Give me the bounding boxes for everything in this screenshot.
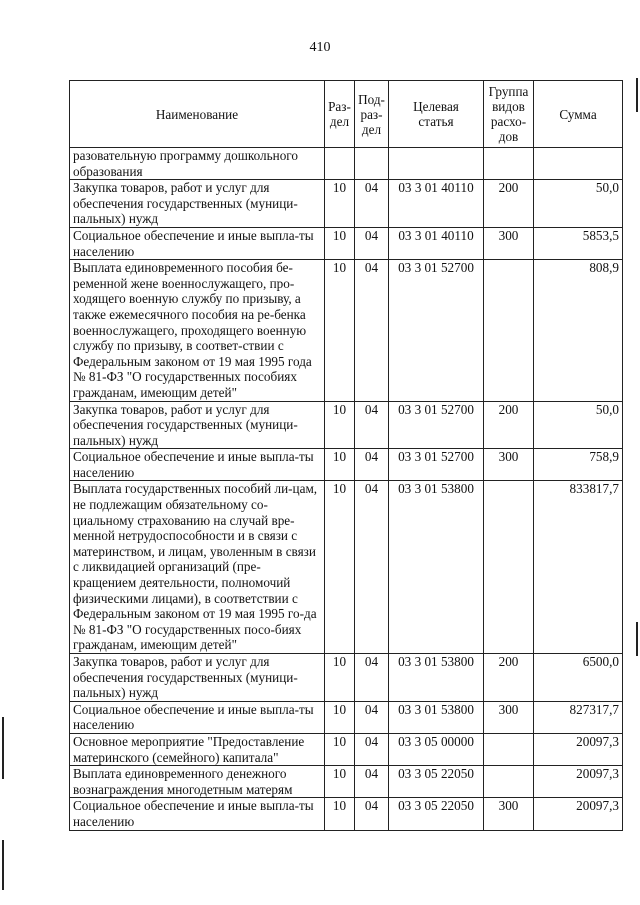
cell-expense-group: 300 bbox=[484, 449, 534, 481]
cell-name: Социальное обеспечение и иные выпла-ты населению bbox=[70, 701, 325, 733]
cell-expense-group bbox=[484, 260, 534, 401]
cell-target-article: 03 3 01 52700 bbox=[389, 401, 484, 449]
cell-expense-group: 200 bbox=[484, 401, 534, 449]
header-subsection: Под- раз- дел bbox=[355, 81, 389, 148]
cell-subsection: 04 bbox=[355, 766, 389, 798]
margin-mark-left-bottom bbox=[2, 840, 4, 890]
cell-sum: 827317,7 bbox=[534, 701, 623, 733]
cell-subsection: 04 bbox=[355, 654, 389, 702]
cell-section: 10 bbox=[325, 733, 355, 765]
cell-expense-group bbox=[484, 733, 534, 765]
cell-sum: 833817,7 bbox=[534, 481, 623, 654]
cell-section: 10 bbox=[325, 180, 355, 228]
cell-subsection: 04 bbox=[355, 798, 389, 830]
cell-target-article: 03 3 01 52700 bbox=[389, 449, 484, 481]
page-number: 410 bbox=[309, 40, 331, 55]
cell-expense-group: 300 bbox=[484, 798, 534, 830]
cell-sum: 20097,3 bbox=[534, 733, 623, 765]
cell-sum: 20097,3 bbox=[534, 798, 623, 830]
margin-mark-right-top bbox=[636, 78, 638, 112]
cell-subsection: 04 bbox=[355, 701, 389, 733]
cell-expense-group bbox=[484, 148, 534, 180]
table-body bbox=[70, 148, 623, 831]
cell-sum: 6500,0 bbox=[534, 654, 623, 702]
cell-subsection: 04 bbox=[355, 733, 389, 765]
table-row bbox=[70, 481, 623, 654]
cell-target-article: 03 3 01 53800 bbox=[389, 481, 484, 654]
budget-table bbox=[69, 80, 623, 831]
cell-target-article: 03 3 01 52700 bbox=[389, 260, 484, 401]
table-row bbox=[70, 227, 623, 259]
table-row bbox=[70, 401, 623, 449]
cell-expense-group bbox=[484, 766, 534, 798]
header-name: Наименование bbox=[70, 81, 325, 148]
cell-target-article: 03 3 01 40110 bbox=[389, 227, 484, 259]
table-row bbox=[70, 180, 623, 228]
cell-sum: 20097,3 bbox=[534, 766, 623, 798]
cell-sum bbox=[534, 148, 623, 180]
cell-name: Закупка товаров, работ и услуг для обеспечения государственных (муници-пальных) нужд bbox=[70, 180, 325, 228]
table-row bbox=[70, 449, 623, 481]
cell-sum: 5853,5 bbox=[534, 227, 623, 259]
cell-name: Основное мероприятие "Предоставление материнского (семейного) капитала" bbox=[70, 733, 325, 765]
cell-sum: 50,0 bbox=[534, 401, 623, 449]
cell-sum: 758,9 bbox=[534, 449, 623, 481]
cell-subsection: 04 bbox=[355, 401, 389, 449]
cell-expense-group: 200 bbox=[484, 654, 534, 702]
cell-section: 10 bbox=[325, 481, 355, 654]
cell-section bbox=[325, 148, 355, 180]
cell-section: 10 bbox=[325, 654, 355, 702]
cell-subsection bbox=[355, 148, 389, 180]
cell-target-article: 03 3 01 40110 bbox=[389, 180, 484, 228]
cell-target-article: 03 3 05 22050 bbox=[389, 766, 484, 798]
table-row bbox=[70, 733, 623, 765]
cell-target-article: 03 3 01 53800 bbox=[389, 701, 484, 733]
cell-subsection: 04 bbox=[355, 260, 389, 401]
cell-name: Закупка товаров, работ и услуг для обеспечения государственных (муници-пальных) нужд bbox=[70, 401, 325, 449]
margin-mark-left-lower bbox=[2, 717, 4, 779]
table-row bbox=[70, 148, 623, 180]
cell-target-article bbox=[389, 148, 484, 180]
cell-target-article: 03 3 01 53800 bbox=[389, 654, 484, 702]
cell-section: 10 bbox=[325, 227, 355, 259]
table-row bbox=[70, 654, 623, 702]
cell-target-article: 03 3 05 00000 bbox=[389, 733, 484, 765]
cell-subsection: 04 bbox=[355, 227, 389, 259]
cell-name: Социальное обеспечение и иные выпла-ты населению bbox=[70, 227, 325, 259]
cell-name: Социальное обеспечение и иные выпла-ты населению bbox=[70, 449, 325, 481]
cell-name: Выплата единовременного денежного вознаграждения многодетным матерям bbox=[70, 766, 325, 798]
cell-name: Выплата единовременного пособия бе-ременной жене военнослужащего, про-ходящего военную службу по призыву, а также ежемесячного пособия на ре-бенка военнослужащего, проходящего военную службу по призыву, в соответ-ствии с Федеральным законом от 19 мая 1995 года № 81-ФЗ "О государственных пособиях гражданам, имеющим детей" bbox=[70, 260, 325, 401]
table-header-row bbox=[70, 81, 623, 148]
cell-sum: 50,0 bbox=[534, 180, 623, 228]
cell-target-article: 03 3 05 22050 bbox=[389, 798, 484, 830]
cell-expense-group bbox=[484, 481, 534, 654]
header-article: Целевая статья bbox=[389, 81, 484, 148]
cell-section: 10 bbox=[325, 401, 355, 449]
cell-section: 10 bbox=[325, 701, 355, 733]
cell-name: разовательную программу дошкольного образования bbox=[70, 148, 325, 180]
margin-mark-right-middle bbox=[636, 622, 638, 656]
cell-name: Социальное обеспечение и иные выпла-ты населению bbox=[70, 798, 325, 830]
header-expense-group: Группа видов расхо- дов bbox=[484, 81, 534, 148]
cell-name: Выплата государственных пособий ли-цам, не подлежащим обязательному со-циальному страхованию на случай вре-менной нетрудоспособности и в связи с материнством, и лицам, уволенным в связи с ликвидацией организаций (пре-кращением деятельности, полномочий физическими лицами), в соответствии с Федеральным законом от 19 мая 1995 го-да № 81-ФЗ "О государственных посо-биях гражданам, имеющим детей" bbox=[70, 481, 325, 654]
cell-subsection: 04 bbox=[355, 449, 389, 481]
cell-section: 10 bbox=[325, 449, 355, 481]
header-section: Раз- дел bbox=[325, 81, 355, 148]
table-row bbox=[70, 766, 623, 798]
cell-expense-group: 200 bbox=[484, 180, 534, 228]
cell-subsection: 04 bbox=[355, 180, 389, 228]
cell-sum: 808,9 bbox=[534, 260, 623, 401]
cell-section: 10 bbox=[325, 260, 355, 401]
table-row bbox=[70, 701, 623, 733]
cell-expense-group: 300 bbox=[484, 701, 534, 733]
cell-name: Закупка товаров, работ и услуг для обеспечения государственных (муници-пальных) нужд bbox=[70, 654, 325, 702]
header-sum: Сумма bbox=[534, 81, 623, 148]
cell-subsection: 04 bbox=[355, 481, 389, 654]
table-row bbox=[70, 260, 623, 401]
cell-section: 10 bbox=[325, 798, 355, 830]
cell-section: 10 bbox=[325, 766, 355, 798]
table-row bbox=[70, 798, 623, 830]
cell-expense-group: 300 bbox=[484, 227, 534, 259]
